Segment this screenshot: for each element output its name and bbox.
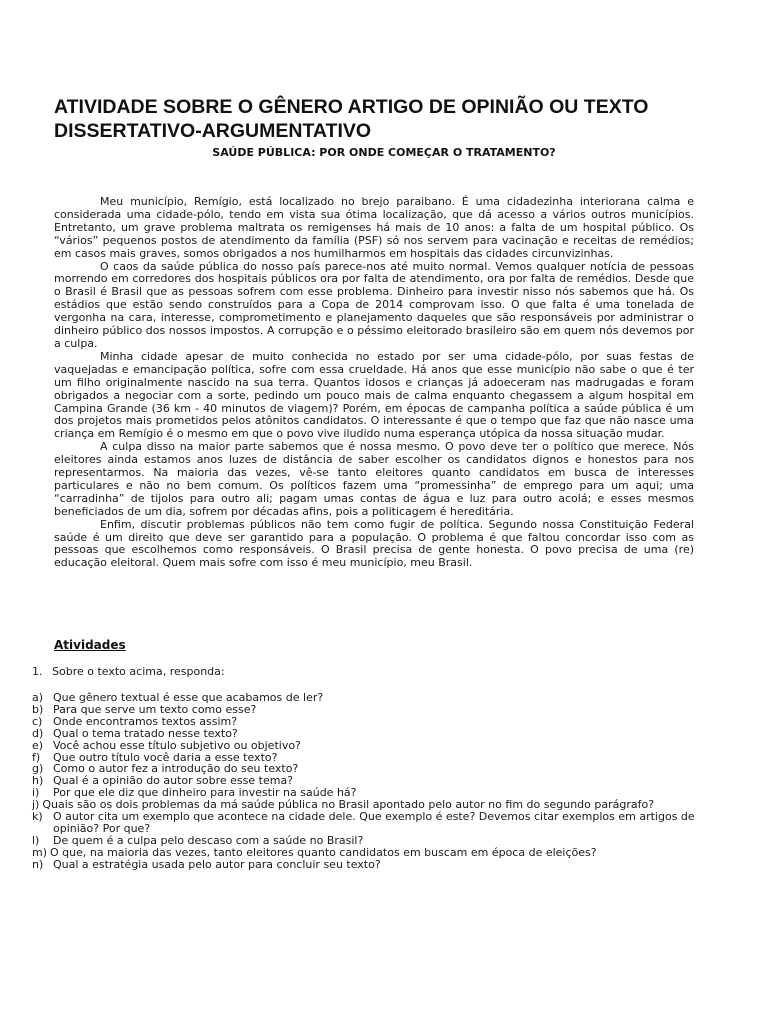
question-letter: g) [32, 762, 44, 776]
main-question-text: Sobre o texto acima, responda: [52, 665, 225, 678]
question-letter: k) [32, 810, 43, 824]
question-text: Onde encontramos textos assim? [53, 714, 238, 728]
question-text: Que gênero textual é esse que acabamos de ler? [53, 691, 324, 704]
essay-paragraph: Meu município, Remígio, está localizado no brejo paraibano. É uma cidadezinha interiorana calma e considerada uma cidade-pólo, tendo em vista sua ótima localização, que dá acesso a vários outros municípios. Entretanto, um grave problema maltrata os remigenses há mais de 10 anos: a falta de um hospital público. Os “vários” pequenos postos de atendimento da família (PSF) só nos servem para vacinação e receitas de remédios; em casos mais graves, somos obrigados a nos humilharmos em hospitais das cidades circunvizinhas. [54, 195, 694, 260]
question-item [32, 859, 697, 871]
question-item [32, 728, 697, 740]
question-text: De quem é a culpa pelo descaso com a saúde no Brasil? [53, 833, 364, 847]
question-text: Você achou esse título subjetivo ou objetivo? [53, 738, 301, 752]
essay-paragraph: Minha cidade apesar de muito conhecida no estado por ser uma cidade-pólo, por suas festas de vaquejadas e emancipação política, sofre com essa crueldade. Há anos que esse município não sabe o que é ter um filho originalmente nascido na sua terra. Quantos idosos e crianças já adoeceram nas madrugadas e foram obrigados a negociar com a sorte, pedindo um pouco mais de calma enquanto chegassem a algum hospital em Campina Grande (36 km - 40 minutos de viagem)? Porém, em épocas de campanha política a saúde pública é um dos projetos mais prometidos pelos atônitos candidatos. O interessante é que o tempo que faz que não nasce uma criança em Remígio é o mesmo em que o povo vive iludido numa esperança utópica da nossa situação mudar. [54, 349, 694, 441]
question-letter: f) [32, 750, 41, 764]
main-question [32, 665, 225, 678]
main-question-number: 1. [32, 665, 43, 678]
question-text: Qual o tema tratado nesse texto? [53, 726, 238, 740]
essay-title: SAÚDE PÚBLICA: POR ONDE COMEÇAR O TRATAMENTO? [212, 146, 556, 159]
question-letter: l) [32, 833, 40, 847]
document-title: ATIVIDADE SOBRE O GÊNERO ARTIGO DE OPINIÃO OU TEXTO DISSERTATIVO-ARGUMENTATIVO [54, 96, 649, 142]
question-item [32, 740, 697, 752]
activities-heading: Atividades [54, 638, 126, 652]
essay-paragraph: Enfim, discutir problemas públicos não tem como fugir de política. Segundo nossa Constituição Federal saúde é um direito que deve ser garantido para a população. O problema é que faltou concordar isso com as pessoas que escolhemos como responsáveis. O Brasil precisa de gente honesta. O povo precisa de uma (re) educação eleitoral. Quem mais sofre com isso é meu município, meu Brasil. [54, 517, 694, 570]
question-text: O que, na maioria das vezes, tanto eleitores quanto candidatos em buscam em época de eleições? [50, 845, 597, 859]
question-text: Que outro título você daria a esse texto? [53, 750, 278, 764]
question-letter: c) [32, 714, 43, 728]
question-list [32, 692, 697, 871]
question-item [32, 811, 697, 835]
question-item [32, 716, 697, 728]
essay-body [54, 196, 694, 570]
question-item [32, 847, 697, 859]
question-text: Qual a estratégia usada pelo autor para concluir seu texto? [53, 857, 381, 871]
question-letter: h) [32, 774, 44, 788]
question-text: Por que ele diz que dinheiro para investir na saúde há? [53, 786, 357, 800]
question-letter: d) [32, 726, 44, 740]
question-letter: m) [32, 845, 48, 859]
question-letter: i) [32, 786, 40, 800]
question-text: Para que serve um texto como esse? [53, 702, 257, 716]
question-text: O autor cita um exemplo que acontece na cidade dele. Que exemplo é este? Devemos citar exemplos em artigos de opinião? Por que? [53, 810, 695, 835]
question-letter: b) [32, 702, 44, 716]
essay-paragraph: O caos da saúde pública do nosso país parece-nos até muito normal. Vemos qualquer notícia de pessoas morrendo em corredores dos hospitais públicos ora por falta de atendimento, ora por falta de remédios. Desde que o Brasil é Brasil que as pessoas sofrem com esse problema. Dinheiro para investir nisso nós sabemos que há. Os estádios que estão sendo construídos para a Copa de 2014 comprovam isso. O que falta é uma tonelada de vergonha na cara, interesse, comprometimento e planejamento daqueles que são responsáveis por administrar o dinheiro público dos nossos impostos. A corrupção e o péssimo eleitorado brasileiro são em quem nós devemos por a culpa. [54, 259, 694, 350]
question-text: Qual é a opinião do autor sobre esse tema? [53, 774, 294, 788]
essay-paragraph: A culpa disso na maior parte sabemos que é nossa mesmo. O povo deve ter o político que merece. Nós eleitores ainda estamos anos luzes de distância de saber escolher os candidatos dignos e honestos para nos representarmos. Na maioria das vezes, vê-se tanto eleitores quanto candidatos em busca de interesses particulares e não no bem comum. Os políticos fazem uma “promessinha” de emprego para um aqui; uma “carradinha” de tijolos para outro ali; pagam umas contas de água e luz para outro acolá; e esses mesmos beneficiados de um dia, sofrem por décadas afins, pois a politicagem é hereditária. [54, 440, 694, 518]
question-letter: j) [32, 798, 40, 812]
question-text: Como o autor fez a introdução do seu texto? [53, 762, 299, 776]
question-text: Quais são os dois problemas da má saúde pública no Brasil apontado pelo autor no fim do segundo parágrafo? [42, 798, 655, 812]
question-letter: a) [32, 691, 44, 704]
question-letter: n) [32, 857, 44, 871]
question-letter: e) [32, 738, 44, 752]
question-item [32, 835, 697, 847]
